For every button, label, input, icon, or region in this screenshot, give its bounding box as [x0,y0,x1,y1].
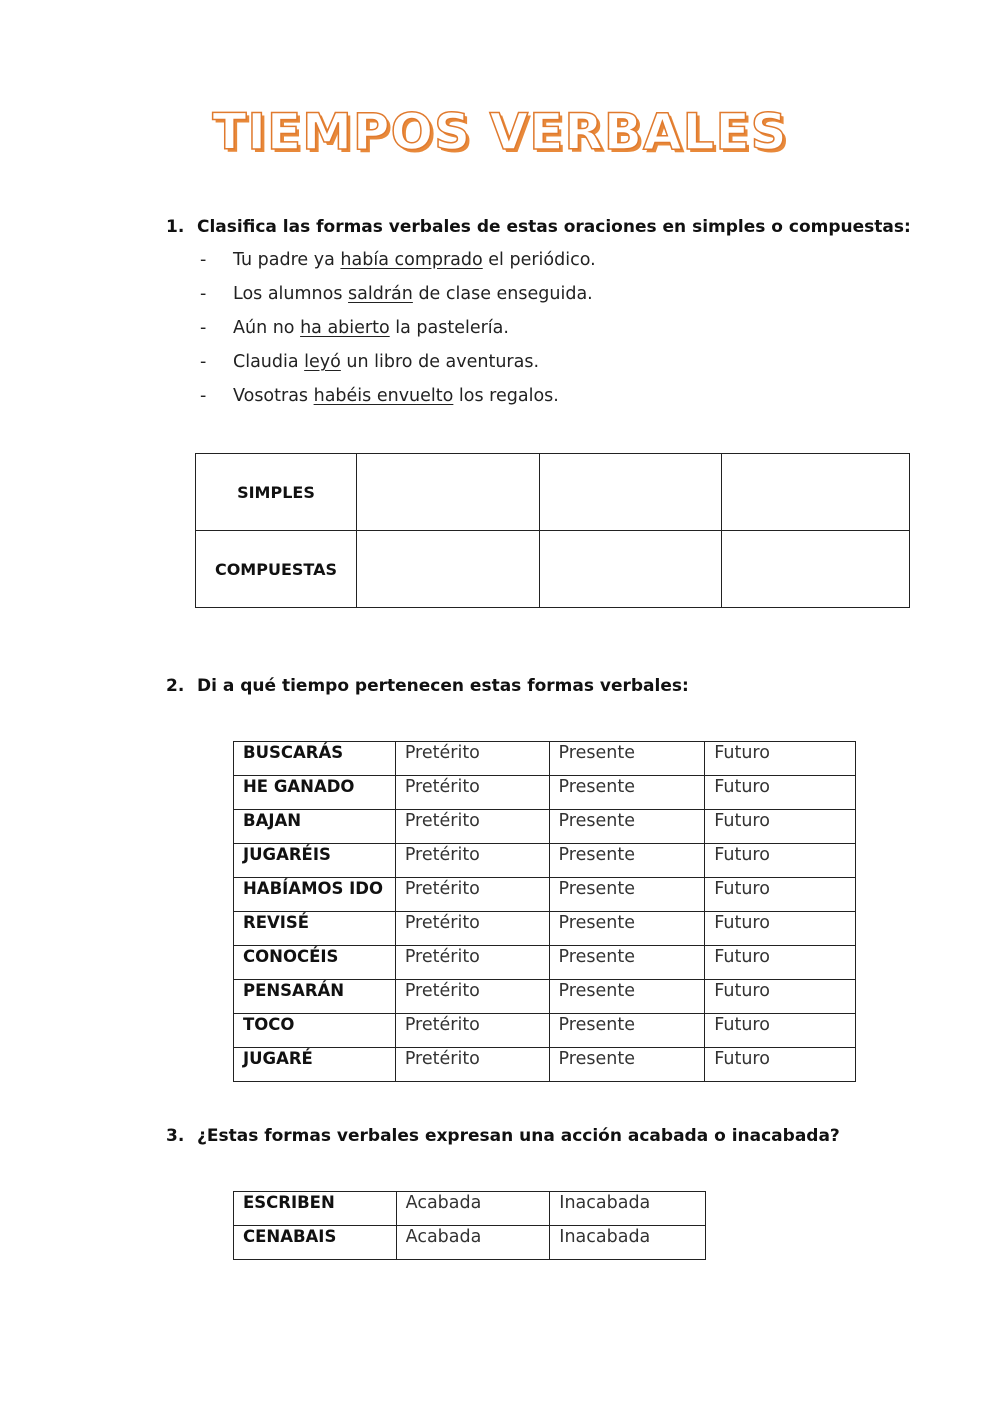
option-presente[interactable]: Presente [549,946,705,980]
table-row [196,531,910,608]
option-futuro[interactable]: Futuro [705,1048,856,1082]
verb-form: JUGARÉ [234,1048,396,1082]
sentence [200,386,559,406]
sentence-text: Los alumnos [233,284,349,304]
question-text: Clasifica las formas verbales de estas oraciones en simples o compuestas: [197,217,911,237]
aspect-table [233,1191,706,1260]
question-3 [166,1126,840,1146]
table-row [234,946,856,980]
sentence-text: Tu padre ya [233,250,341,270]
row-label: COMPUESTAS [196,531,357,608]
verb-form: JUGARÉIS [234,844,396,878]
verb-form: REVISÉ [234,912,396,946]
sentence-text: Aún no [233,318,301,338]
verb-form: BAJAN [234,810,396,844]
classification-table [195,453,910,608]
option-futuro[interactable]: Futuro [705,980,856,1014]
answer-cell[interactable] [356,531,539,608]
question-number: 2. [166,676,185,696]
option-futuro[interactable]: Futuro [705,810,856,844]
option-inacabada[interactable]: Inacabada [550,1192,706,1226]
table-row [234,980,856,1014]
option-presente[interactable]: Presente [549,776,705,810]
table-row [234,912,856,946]
option-futuro[interactable]: Futuro [705,776,856,810]
option-acabada[interactable]: Acabada [396,1192,550,1226]
table-row [234,776,856,810]
option-presente[interactable]: Presente [549,980,705,1014]
option-inacabada[interactable]: Inacabada [550,1226,706,1260]
sentence-text: Vosotras [233,386,314,406]
sentence [200,352,539,372]
option-preterito[interactable]: Pretérito [395,1048,549,1082]
table-row [234,1048,856,1082]
verb-form: ESCRIBEN [234,1192,397,1226]
underlined-verb: había comprado [340,250,483,270]
option-presente[interactable]: Presente [549,1014,705,1048]
answer-cell[interactable] [539,531,722,608]
option-preterito[interactable]: Pretérito [395,980,549,1014]
option-presente[interactable]: Presente [549,912,705,946]
table-row [234,1192,706,1226]
verb-form: PENSARÁN [234,980,396,1014]
table-row [234,1014,856,1048]
verb-form: HABÍAMOS IDO [234,878,396,912]
sentence-text: de clase enseguida. [412,284,593,304]
option-preterito[interactable]: Pretérito [395,878,549,912]
table-row [234,878,856,912]
question-number: 1. [166,217,185,237]
answer-cell[interactable] [356,454,539,531]
answer-cell[interactable] [722,454,910,531]
bullet-dash: - [200,284,207,304]
verb-form: TOCO [234,1014,396,1048]
bullet-dash: - [200,352,207,372]
page-title: TIEMPOS VERBALES [212,103,788,161]
option-preterito[interactable]: Pretérito [395,776,549,810]
sentence-text: la pastelería. [389,318,509,338]
bullet-dash: - [200,250,207,270]
option-presente[interactable]: Presente [549,844,705,878]
table-row [196,454,910,531]
answer-cell[interactable] [722,531,910,608]
verb-form: BUSCARÁS [234,742,396,776]
sentence [200,318,509,338]
answer-cell[interactable] [539,454,722,531]
verb-form: CENABAIS [234,1226,397,1260]
option-futuro[interactable]: Futuro [705,1014,856,1048]
option-futuro[interactable]: Futuro [705,878,856,912]
underlined-verb: leyó [304,352,341,372]
option-preterito[interactable]: Pretérito [395,810,549,844]
question-text: Di a qué tiempo pertenecen estas formas verbales: [197,676,689,696]
option-futuro[interactable]: Futuro [705,946,856,980]
option-acabada[interactable]: Acabada [396,1226,550,1260]
option-preterito[interactable]: Pretérito [395,912,549,946]
option-presente[interactable]: Presente [549,1048,705,1082]
option-futuro[interactable]: Futuro [705,844,856,878]
option-presente[interactable]: Presente [549,810,705,844]
option-preterito[interactable]: Pretérito [395,1014,549,1048]
sentence-text: un libro de aventuras. [340,352,540,372]
underlined-verb: ha abierto [300,318,390,338]
table-row [234,810,856,844]
sentence-text: el periódico. [482,250,596,270]
sentence-text: Claudia [233,352,305,372]
option-preterito[interactable]: Pretérito [395,844,549,878]
verb-form: HE GANADO [234,776,396,810]
verb-form: CONOCÉIS [234,946,396,980]
sentence [200,284,593,304]
option-presente[interactable]: Presente [549,742,705,776]
table-row [234,742,856,776]
option-futuro[interactable]: Futuro [705,912,856,946]
option-preterito[interactable]: Pretérito [395,946,549,980]
question-text: ¿Estas formas verbales expresan una acción acabada o inacabada? [197,1126,840,1146]
row-label: SIMPLES [196,454,357,531]
bullet-dash: - [200,386,207,406]
option-presente[interactable]: Presente [549,878,705,912]
tense-table [233,741,856,1082]
table-row [234,1226,706,1260]
underlined-verb: habéis envuelto [313,386,454,406]
option-preterito[interactable]: Pretérito [395,742,549,776]
sentence [200,250,596,270]
question-1 [166,217,911,237]
option-futuro[interactable]: Futuro [705,742,856,776]
question-2 [166,676,689,696]
question-number: 3. [166,1126,185,1146]
table-row [234,844,856,878]
sentence-text: los regalos. [453,386,559,406]
underlined-verb: saldrán [348,284,413,304]
bullet-dash: - [200,318,207,338]
